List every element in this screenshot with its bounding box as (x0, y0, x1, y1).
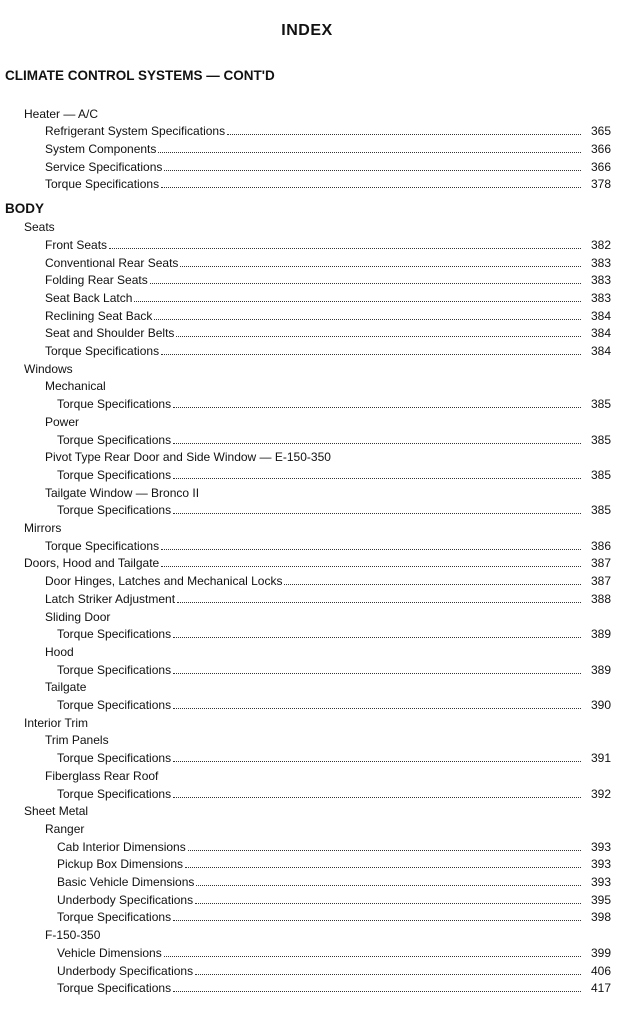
toc-entry-label: F-150-350 (45, 928, 101, 943)
toc-page-number: 385 (590, 432, 611, 447)
toc-subheading (45, 606, 611, 624)
dot-leader (177, 602, 581, 603)
toc-entry (57, 464, 611, 482)
toc-page-number: 393 (590, 857, 611, 872)
toc-page-number: 384 (590, 344, 611, 359)
toc-subheading (45, 925, 611, 943)
toc-entry-label: Torque Specifications (45, 177, 160, 192)
toc-entry-label: Torque Specifications (57, 432, 172, 447)
toc-page-number: 385 (590, 467, 611, 482)
toc-page-number: 378 (590, 177, 611, 192)
toc-entry-label: Torque Specifications (57, 397, 172, 412)
toc-entry (57, 624, 611, 642)
toc-page-number: 395 (590, 892, 611, 907)
dot-leader (161, 354, 581, 355)
toc-entry-label: Ranger (45, 821, 85, 836)
toc-entry-label: Cab Interior Dimensions (57, 839, 186, 854)
toc-entry-label: Doors, Hood and Tailgate (24, 556, 160, 571)
toc-subheading (45, 730, 611, 748)
toc-entry-label: Mechanical (45, 379, 106, 394)
dot-leader (185, 867, 581, 868)
toc-subheading (45, 376, 611, 394)
dot-leader (134, 301, 581, 302)
toc-page-number: 389 (590, 662, 611, 677)
toc-subheading (24, 517, 611, 535)
dot-leader (195, 974, 581, 975)
toc-page-number: 365 (590, 124, 611, 139)
toc-entry-label: Pivot Type Rear Door and Side Window — E-150-350 (45, 450, 331, 465)
section-heading-climate: CLIMATE CONTROL SYSTEMS — CONT'D (5, 68, 275, 83)
toc-subheading (45, 818, 611, 836)
toc-entry-label: Torque Specifications (45, 538, 160, 553)
dot-leader (161, 566, 581, 567)
toc-entry-label: Torque Specifications (57, 698, 172, 713)
toc-entry-label: Door Hinges, Latches and Mechanical Locks (45, 574, 283, 589)
toc-page-number: 417 (590, 981, 611, 996)
toc-entry-label: Tailgate Window — Bronco II (45, 485, 200, 500)
toc-entry-label: Sheet Metal (24, 804, 89, 819)
toc-entry (24, 553, 611, 571)
toc-page-number: 391 (590, 751, 611, 766)
toc-entry-label: Fiberglass Rear Roof (45, 768, 159, 783)
toc-entry-label: Torque Specifications (57, 981, 172, 996)
dot-leader (188, 850, 581, 851)
dot-leader (109, 248, 581, 249)
dot-leader (173, 407, 581, 408)
toc-subheading (24, 217, 611, 235)
toc-entry (57, 748, 611, 766)
toc-subheading (24, 358, 611, 376)
toc-page-number: 385 (590, 397, 611, 412)
toc-entry-label: Basic Vehicle Dimensions (57, 875, 195, 890)
toc-entry-label: Interior Trim (24, 715, 89, 730)
toc-entry-label: Torque Specifications (57, 751, 172, 766)
toc-entry (45, 305, 611, 323)
toc-entry-label: Pickup Box Dimensions (57, 857, 184, 872)
toc-entry (45, 287, 611, 305)
toc-entry-label: Seats (24, 220, 55, 235)
toc-subheading (45, 765, 611, 783)
toc-page-number: 406 (590, 963, 611, 978)
toc-entry-label: Front Seats (45, 237, 108, 252)
toc-entry-label: Tailgate (45, 680, 87, 695)
toc-entry (45, 138, 611, 156)
toc-entry (57, 889, 611, 907)
dot-leader (173, 708, 581, 709)
toc-entry-label: Vehicle Dimensions (57, 945, 162, 960)
toc-entry-label: Seat and Shoulder Belts (45, 326, 175, 341)
toc-subheading (24, 712, 611, 730)
toc-page-number: 383 (590, 273, 611, 288)
dot-leader (196, 885, 581, 886)
toc-entry-label: Mirrors (24, 521, 62, 536)
toc-entry-label: Refrigerant System Specifications (45, 124, 226, 139)
toc-page-number: 388 (590, 591, 611, 606)
toc-subheading (24, 801, 611, 819)
toc-entry (45, 156, 611, 174)
dot-leader (173, 673, 581, 674)
toc-entry-label: Torque Specifications (57, 662, 172, 677)
toc-entry-label: Underbody Specifications (57, 963, 194, 978)
toc-page-number: 392 (590, 786, 611, 801)
toc-entry-label: Conventional Rear Seats (45, 255, 179, 270)
toc-page-number: 398 (590, 910, 611, 925)
dot-leader (173, 637, 581, 638)
toc-entry-label: Reclining Seat Back (45, 308, 153, 323)
dot-leader (164, 956, 581, 957)
page-title: INDEX (281, 22, 333, 39)
toc-entry (57, 978, 611, 996)
dot-leader (180, 266, 581, 267)
toc-entry-label: Torque Specifications (57, 627, 172, 642)
toc-entry (57, 783, 611, 801)
dot-leader (195, 903, 581, 904)
toc-subheading (45, 447, 611, 465)
toc-subheading (24, 103, 611, 121)
toc-entry (45, 252, 611, 270)
toc-entry-label: Torque Specifications (57, 786, 172, 801)
toc-page-number: 385 (590, 503, 611, 518)
toc-entry (57, 907, 611, 925)
dot-leader (164, 170, 581, 171)
toc-page-number: 384 (590, 308, 611, 323)
toc-page-number: 383 (590, 290, 611, 305)
toc-entry (57, 500, 611, 518)
dot-leader (173, 443, 581, 444)
toc-entry (45, 588, 611, 606)
toc-entry (57, 429, 611, 447)
dot-leader (284, 584, 581, 585)
toc-page-number: 393 (590, 839, 611, 854)
toc-entry (57, 854, 611, 872)
toc-entry (57, 694, 611, 712)
dot-leader (154, 319, 581, 320)
toc-subheading (45, 411, 611, 429)
toc-entry (45, 323, 611, 341)
toc-page-number: 384 (590, 326, 611, 341)
toc-entry (45, 270, 611, 288)
toc-entry (57, 960, 611, 978)
toc-entry (45, 234, 611, 252)
toc-page-number: 382 (590, 237, 611, 252)
toc-entry-label: Heater — A/C (24, 106, 99, 121)
dot-leader (158, 152, 581, 153)
dot-leader (173, 513, 581, 514)
toc-page-number: 386 (590, 538, 611, 553)
toc-entry (45, 174, 611, 192)
toc-page-number: 393 (590, 875, 611, 890)
toc-entry-label: Torque Specifications (57, 910, 172, 925)
dot-leader (173, 761, 581, 762)
toc-entry-label: Underbody Specifications (57, 892, 194, 907)
toc-entry-label: Torque Specifications (57, 503, 172, 518)
dot-leader (173, 991, 581, 992)
toc-entry (57, 871, 611, 889)
toc-subheading (45, 677, 611, 695)
toc-page-number: 399 (590, 945, 611, 960)
dot-leader (173, 920, 581, 921)
toc-page-number: 383 (590, 255, 611, 270)
toc-page-number: 366 (590, 159, 611, 174)
toc-entry (57, 659, 611, 677)
dot-leader (161, 187, 581, 188)
section-heading-body: BODY (5, 201, 45, 216)
dot-leader (173, 797, 581, 798)
dot-leader (173, 478, 581, 479)
toc-page-number: 366 (590, 142, 611, 157)
toc-entry-label: Latch Striker Adjustment (45, 591, 176, 606)
toc-entry (57, 836, 611, 854)
toc-entry-label: Folding Rear Seats (45, 273, 148, 288)
dot-leader (150, 283, 581, 284)
toc-subheading (45, 482, 611, 500)
dot-leader (227, 134, 581, 135)
toc-page-number: 389 (590, 627, 611, 642)
toc-subheading (45, 641, 611, 659)
toc-entry-label: Hood (45, 644, 74, 659)
toc-page-number: 387 (590, 574, 611, 589)
toc-entry (45, 571, 611, 589)
toc-entry-label: Sliding Door (45, 609, 111, 624)
toc-entry (57, 942, 611, 960)
toc-entry-label: Trim Panels (45, 733, 109, 748)
dot-leader (176, 336, 581, 337)
toc-entry-label: Service Specifications (45, 159, 163, 174)
toc-entry-label: Power (45, 414, 80, 429)
toc-entry-label: Seat Back Latch (45, 290, 133, 305)
toc-entry-label: Windows (24, 361, 73, 376)
toc-page-number: 387 (590, 556, 611, 571)
toc-entry-label: Torque Specifications (45, 344, 160, 359)
dot-leader (161, 549, 581, 550)
toc-entry (45, 340, 611, 358)
toc-page-number: 390 (590, 698, 611, 713)
toc-entry (45, 121, 611, 139)
toc-entry-label: Torque Specifications (57, 467, 172, 482)
toc-entry (57, 394, 611, 412)
toc-entry (45, 535, 611, 553)
toc-entry-label: System Components (45, 142, 157, 157)
